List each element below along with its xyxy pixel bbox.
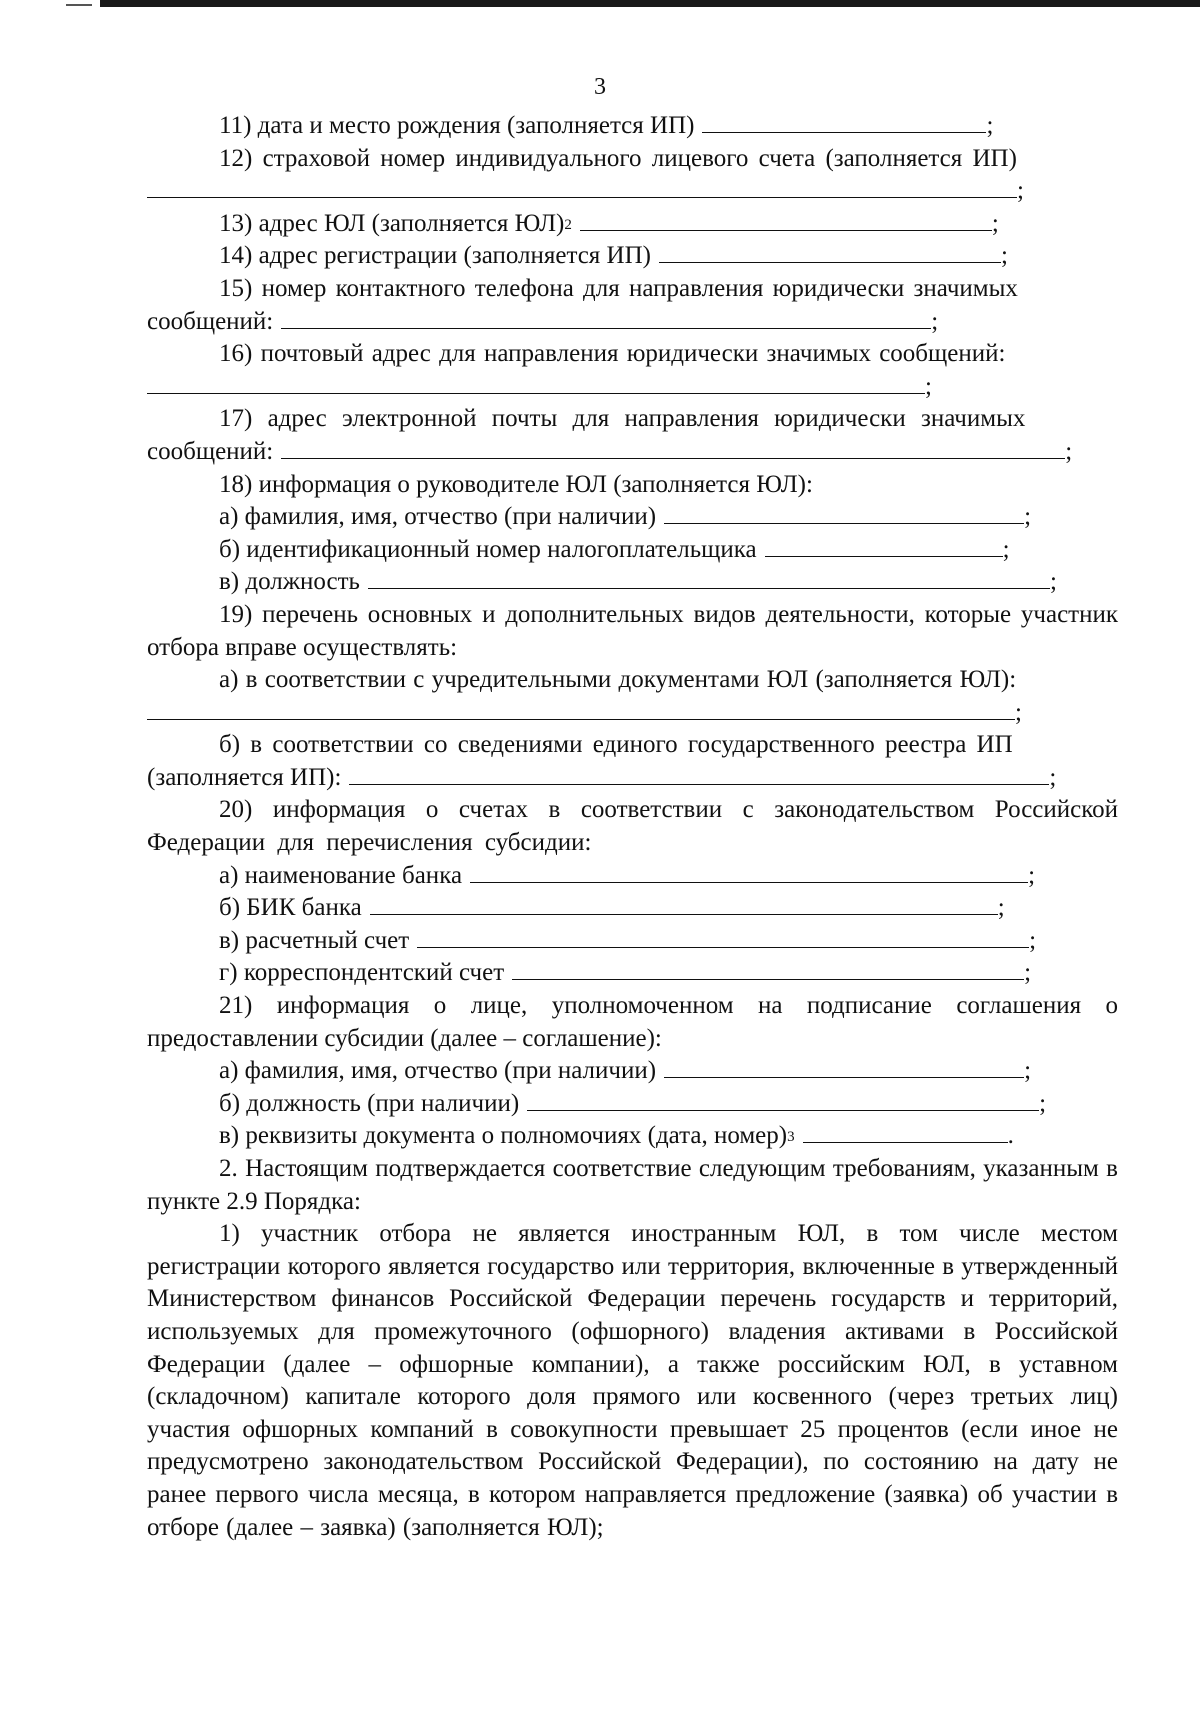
scan-artifact-dash — [66, 4, 92, 6]
field-15-continuation: сообщений: ; — [147, 306, 1118, 339]
field-20d: г) корреспондентский счет ; — [147, 957, 1118, 990]
field-label: 13) адрес ЮЛ (заполняется ЮЛ) — [219, 209, 565, 237]
field-label: а) в соответствии с учредительными документами ЮЛ (заполняется ЮЛ): — [219, 666, 1017, 694]
field-label: 11) дата и место рождения (заполняется ИП) — [219, 112, 695, 139]
field-19a-continuation: ; — [147, 697, 1118, 730]
blank-line[interactable] — [147, 178, 1017, 198]
field-label: г) корреспондентский счет — [219, 959, 505, 987]
blank-line[interactable] — [527, 1091, 1039, 1111]
field-label: б) в соответствии со сведениями единого государственного реестра ИП — [219, 731, 1013, 759]
blank-line[interactable] — [147, 374, 925, 394]
field-19b-continuation: (заполняется ИП): ; — [147, 762, 1118, 795]
blank-line[interactable] — [349, 765, 1049, 785]
field-label: 16) почтовый адрес для направления юридически значимых сообщений: — [219, 340, 1006, 368]
field-label: б) должность (при наличии) — [219, 1089, 520, 1117]
blank-line[interactable] — [803, 1123, 1008, 1143]
field-21a: а) фамилия, имя, отчество (при наличии) ; — [147, 1055, 1118, 1088]
field-20b: б) БИК банка ; — [147, 892, 1118, 925]
field-21c: в) реквизиты документа о полномочиях (дата, номер) $^3$ . — [147, 1120, 1118, 1153]
field-13: 13) адрес ЮЛ (заполняется ЮЛ) $^2$ ; — [147, 208, 1118, 241]
paragraph-2-1: 1) участник отбора не является иностранным ЮЛ, в том числе местом регистрации которого является государство или территория, включенные в утвержденный Министерством финансов Российской Федерации перечень государств и территорий, используемых для промежуточного (офшорного) владения активами в Российской Федерации (далее – офшорные компании), а также российским ЮЛ, в уставном (складочном) капитале которого доля прямого или косвенного (через третьих лиц) участия офшорных компаний в совокупности превышает 25 процентов (если иное не предусмотрено законодательством Российской Федерации), по состоянию на дату не ранее первого числа месяца, в котором направляется предложение (заявка) об участии в отборе (далее – заявка) (заполняется ЮЛ); — [147, 1220, 1118, 1541]
field-20c: в) расчетный счет ; — [147, 925, 1118, 958]
blank-line[interactable] — [664, 504, 1024, 524]
field-17-continuation: сообщений: ; — [147, 436, 1118, 469]
field-20: 20) информация о счетах в соответствии с законодательством Российской Федерации для перечисления субсидии: — [147, 796, 1118, 857]
document-body — [147, 110, 1118, 1544]
field-21b: б) должность (при наличии) ; — [147, 1088, 1118, 1121]
field-label: а) наименование банка — [219, 861, 463, 889]
blank-line[interactable] — [664, 1058, 1024, 1078]
field-label: 18) информация о руководителе ЮЛ (заполняется ЮЛ): — [219, 470, 813, 498]
field-label: а) фамилия, имя, отчество (при наличии) — [219, 503, 657, 531]
blank-line[interactable] — [702, 113, 986, 133]
blank-line[interactable] — [370, 895, 998, 915]
field-19: 19) перечень основных и дополнительных видов деятельности, которые участник отбора вправе осуществлять: — [147, 600, 1118, 661]
field-18c: в) должность ; — [147, 566, 1118, 599]
blank-line[interactable] — [470, 863, 1028, 883]
field-label: 12) страховой номер индивидуального лицевого счета (заполняется ИП) — [219, 144, 1017, 172]
field-label: 17) адрес электронной почты для направления юридически значимых — [219, 405, 1026, 433]
field-label: сообщений: — [147, 437, 274, 465]
field-label: б) идентификационный номер налогоплательщика — [219, 535, 757, 563]
field-16 — [147, 338, 1118, 371]
field-16-continuation: ; — [147, 371, 1118, 404]
field-11: 11) дата и место рождения (заполняется ИП) ; — [147, 110, 1118, 143]
field-18b: б) идентификационный номер налогоплательщика ; — [147, 534, 1118, 567]
field-label: в) должность — [219, 568, 360, 596]
paragraph-2: 2. Настоящим подтверждается соответствие следующим требованиям, указанным в пункте 2.9 Порядка: — [147, 1155, 1118, 1215]
field-15 — [147, 273, 1118, 306]
field-label: сообщений: — [147, 307, 274, 335]
field-20a: а) наименование банка ; — [147, 860, 1118, 893]
field-label: б) БИК банка — [219, 894, 362, 922]
blank-line[interactable] — [580, 211, 992, 231]
blank-line[interactable] — [147, 700, 1015, 720]
blank-line[interactable] — [281, 439, 1065, 459]
blank-line[interactable] — [659, 243, 1001, 263]
scan-artifact-bar — [100, 0, 1200, 7]
field-label: (заполняется ИП): — [147, 763, 342, 791]
field-label: 15) номер контактного телефона для направления юридически значимых — [219, 274, 1018, 302]
field-12 — [147, 143, 1118, 176]
field-19a — [147, 664, 1118, 697]
field-18 — [147, 469, 1118, 502]
page-number: 3 — [594, 74, 606, 100]
field-19b — [147, 729, 1118, 762]
blank-line[interactable] — [512, 960, 1024, 980]
field-label: в) расчетный счет — [219, 926, 410, 954]
blank-line[interactable] — [281, 309, 931, 329]
field-17 — [147, 403, 1118, 436]
field-14: 14) адрес регистрации (заполняется ИП) ; — [147, 240, 1118, 273]
field-18a: а) фамилия, имя, отчество (при наличии) ; — [147, 501, 1118, 534]
field-21: 21) информация о лице, уполномоченном на подписание соглашения о предоставлении субсидии (далее – соглашение): — [147, 992, 1118, 1052]
blank-line[interactable] — [765, 537, 1003, 557]
field-label: 14) адрес регистрации (заполняется ИП) — [219, 242, 651, 270]
field-label: в) реквизиты документа о полномочиях (дата, номер) — [219, 1122, 788, 1150]
blank-line[interactable] — [417, 928, 1029, 948]
field-12-continuation: ; — [147, 175, 1118, 208]
field-label: а) фамилия, имя, отчество (при наличии) — [219, 1057, 657, 1085]
blank-line[interactable] — [368, 569, 1050, 589]
